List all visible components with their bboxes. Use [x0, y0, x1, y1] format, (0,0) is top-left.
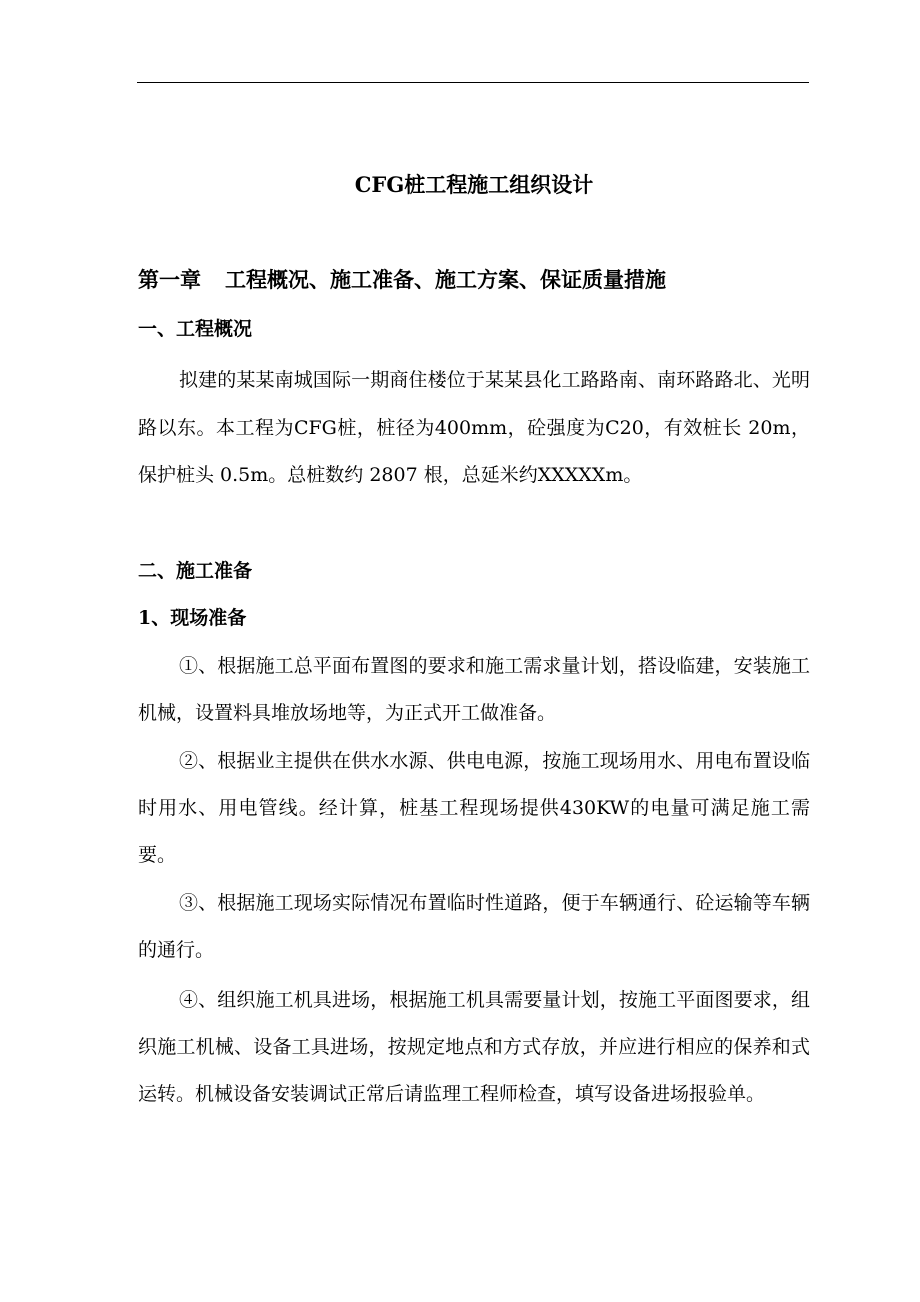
chapter-title: 工程概况、施工准备、施工方案、保证质量措施 — [225, 267, 666, 292]
list-item: ①、根据施工总平面布置图的要求和施工需求量计划，搭设临建，安装施工机械，设置料具堆放场地等，为正式开工做准备。 — [138, 655, 810, 724]
subsection-heading-site-preparation: 1、现场准备 — [138, 607, 247, 629]
overview-paragraph: 拟建的某某南城国际一期商住楼位于某某县化工路路南、南环路路北、光明路以东。本工程为CFG桩，桩径为400mm，砼强度为C20，有效桩长 20m，保护桩头 0.5m。总桩数约 2807 根，总延米约XXXXXm。 — [138, 369, 810, 486]
chapter-number: 第一章 — [138, 267, 201, 292]
list-item: ③、根据施工现场实际情况布置临时性道路，便于车辆通行、砼运输等车辆的通行。 — [138, 892, 810, 961]
list-item: ②、根据业主提供在供水水源、供电电源，按施工现场用水、用电布置设临时用水、用电管线。经计算，桩基工程现场提供430KW的电量可满足施工需要。 — [138, 750, 810, 866]
list-item: ④、组织施工机具进场，根据施工机具需要量计划，按施工平面图要求，组织施工机械、设备工具进场，按规定地点和方式存放，并应进行相应的保养和式运转。机械设备安装调试正常后请监理工程师检查，填写设备进场报验单。 — [138, 989, 810, 1105]
chapter-heading — [138, 265, 666, 295]
header-rule — [137, 82, 809, 83]
section-heading-overview: 一、工程概况 — [138, 318, 253, 340]
section-heading-preparation: 二、施工准备 — [138, 560, 253, 582]
document-title: CFG桩工程施工组织设计 — [354, 172, 594, 197]
